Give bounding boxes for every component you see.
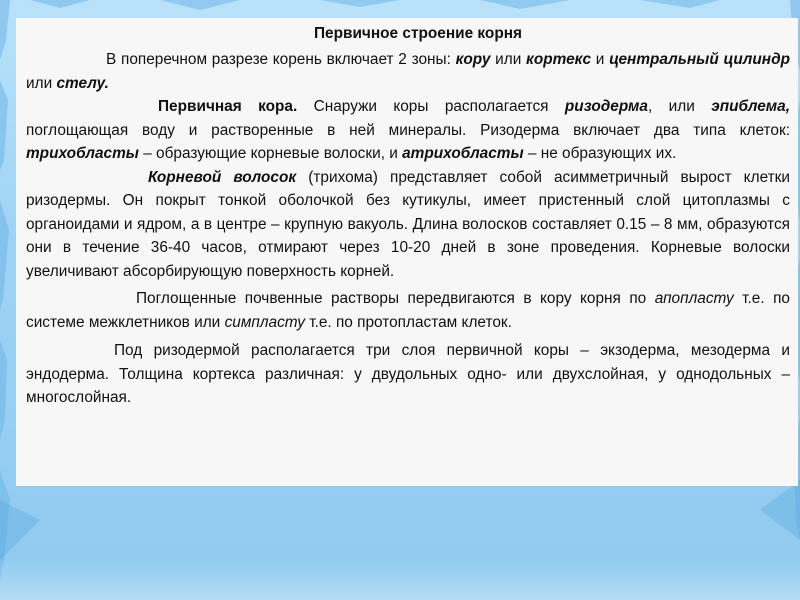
- term-central-cylinder: центральный цилиндр: [609, 51, 790, 68]
- paragraph-transport: [26, 287, 790, 334]
- paragraph-cortex-layers: [26, 339, 790, 410]
- term-cortex: кору: [455, 51, 491, 68]
- term-kortex: кортекс: [526, 51, 592, 68]
- term-atrichoblasts: атрихобласты: [402, 145, 524, 162]
- term-rhizoderm: ризодерма: [564, 98, 648, 115]
- text-run: т.е. по системе межклетников или: [26, 290, 790, 331]
- slide-title: Первичное строение корня: [313, 25, 523, 42]
- text-run: (трихома) представляет собой асимметричный вырост клетки ризодермы. Он покрыт тонкой оболочкой без кутикулы, имеет пристенный слой цитоплазмы с органоидами и ядром, а в центре – крупную вакуоль. Длина волосков составляет 0.15 – 8 мм, образуются они в течение 36-40 часов, отмирают через 10-20 дней в зоне проведения. Корневые волоски увеличивают абсорбирующую поверхность корней.: [26, 168, 790, 280]
- text-run: Снаружи коры располагается: [297, 98, 565, 115]
- text-run: Поглощенные почвенные растворы передвигаются в кору корня по: [136, 290, 655, 307]
- term-stele: стелу.: [56, 74, 109, 92]
- text-run: – не образующих их.: [523, 145, 677, 162]
- paragraph-primary-cortex: [26, 95, 790, 166]
- term-apoplast: апопласту: [654, 290, 734, 307]
- term-root-hair: Корневой волосок: [148, 168, 297, 186]
- text-run: или: [26, 74, 57, 92]
- paragraph-root-hair: [26, 166, 790, 284]
- subheading-primary-cortex: Первичная кора.: [158, 98, 298, 115]
- bottom-fade: [0, 560, 800, 600]
- text-run: т.е. по протопластам клеток.: [304, 313, 512, 331]
- paragraph-zones: [26, 48, 790, 95]
- text-run: поглощающая воду и растворенные в ней минералы. Ризодерма включает два типа клеток:: [26, 121, 790, 139]
- text-run: и: [591, 51, 610, 68]
- text-run: В поперечном разрезе корень включает 2 зоны:: [106, 51, 456, 68]
- text-run: – образующие корневые волоски, и: [138, 145, 403, 162]
- slide-content: [26, 22, 790, 410]
- term-symplast: симпласту: [224, 313, 305, 331]
- text-run: Под ризодермой располагается три слоя первичной коры – экзодерма, мезодерма и эндодерма. Толщина кортекса различная: у двудольных одно- или двухслойная, у однодольных – многослойная.: [26, 342, 790, 406]
- text-run: , или: [647, 98, 712, 115]
- text-run: или: [490, 51, 527, 68]
- term-trichoblasts: трихобласты: [26, 145, 139, 162]
- term-epiblema: эпиблема,: [711, 98, 790, 115]
